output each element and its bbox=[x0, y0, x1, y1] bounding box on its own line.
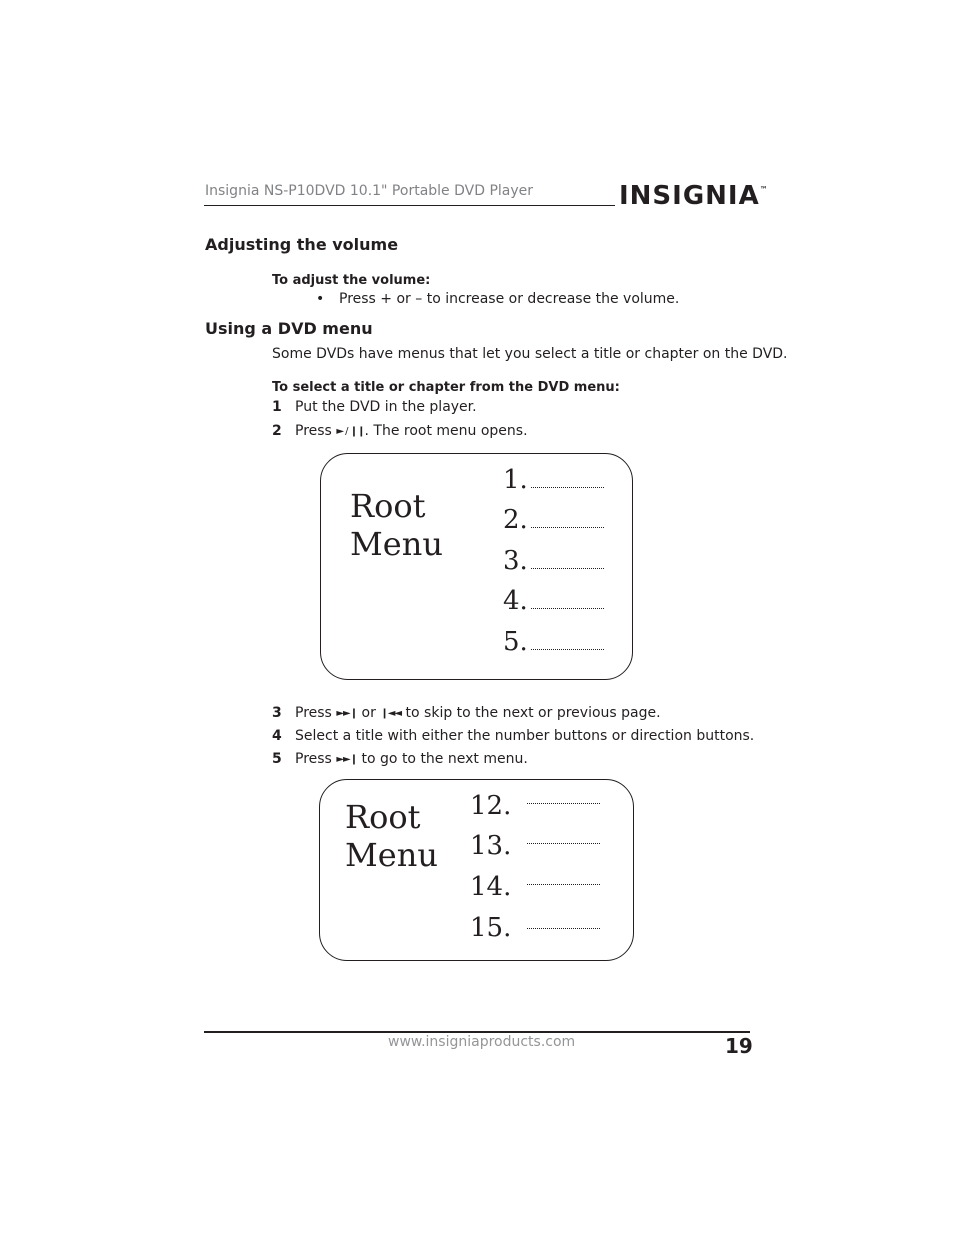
header-rule bbox=[204, 205, 615, 206]
step-3-post: to skip to the next or previous page. bbox=[405, 705, 661, 721]
root-menu-diagram-1 bbox=[320, 453, 633, 680]
step-text-1: Put the DVD in the player. bbox=[295, 399, 477, 415]
root-menu-title-line2: Menu bbox=[350, 525, 443, 563]
footer-rule bbox=[204, 1031, 750, 1033]
step-number-1: 1 bbox=[272, 399, 282, 415]
skip-previous-icon: ❙◄◄ bbox=[380, 708, 402, 719]
procedure-heading-volume: To adjust the volume: bbox=[272, 273, 431, 288]
root-menu-diagram-2 bbox=[319, 779, 634, 961]
menu-item-1-dots bbox=[531, 487, 604, 488]
document-header-title: Insignia NS-P10DVD 10.1" Portable DVD Player bbox=[205, 183, 534, 199]
step-text-2 bbox=[295, 423, 528, 439]
step-text-4: Select a title with either the number buttons or direction buttons. bbox=[295, 728, 755, 744]
menu-item-2: 2. bbox=[503, 505, 528, 535]
page-number: 19 bbox=[725, 1034, 753, 1058]
root-menu-title-1 bbox=[350, 487, 443, 563]
step-5-post: to go to the next menu. bbox=[361, 751, 528, 767]
step-number-5: 5 bbox=[272, 751, 282, 767]
bullet-volume-text: Press + or – to increase or decrease the volume. bbox=[339, 291, 680, 307]
footer-url: www.insigniaproducts.com bbox=[388, 1034, 576, 1050]
menu-item-3: 3. bbox=[503, 546, 528, 576]
menu-item-14: 14. bbox=[470, 872, 512, 902]
menu-item-15-dots bbox=[527, 928, 600, 929]
insignia-logo bbox=[619, 181, 769, 211]
heading-adjusting-volume: Adjusting the volume bbox=[205, 235, 399, 254]
menu-item-5: 5. bbox=[503, 627, 528, 657]
menu-item-15: 15. bbox=[470, 913, 512, 943]
step-3-pre: Press bbox=[295, 705, 332, 721]
menu-item-2-dots bbox=[531, 527, 604, 528]
menu-item-14-dots bbox=[527, 884, 600, 885]
step-2-pre: Press bbox=[295, 423, 332, 439]
root-menu-title-line2: Menu bbox=[345, 836, 438, 874]
step-number-4: 4 bbox=[272, 728, 282, 744]
menu-item-13-dots bbox=[527, 843, 600, 844]
play-pause-icon: ► / ❙❙ bbox=[336, 426, 365, 437]
step-5-pre: Press bbox=[295, 751, 332, 767]
menu-item-5-dots bbox=[531, 649, 604, 650]
root-menu-title-line1: Root bbox=[350, 487, 426, 525]
root-menu-title-2 bbox=[345, 798, 438, 874]
menu-item-1: 1. bbox=[503, 465, 528, 495]
logo-text: INSIGNIA bbox=[619, 181, 760, 211]
step-3-mid: or bbox=[361, 705, 376, 721]
bullet-marker: • bbox=[316, 291, 325, 307]
step-text-3 bbox=[295, 705, 661, 721]
menu-item-13: 13. bbox=[470, 831, 512, 861]
menu-item-4-dots bbox=[531, 608, 604, 609]
step-number-2: 2 bbox=[272, 423, 282, 439]
dvd-menu-intro: Some DVDs have menus that let you select a title or chapter on the DVD. bbox=[272, 346, 788, 362]
heading-using-dvd-menu: Using a DVD menu bbox=[205, 319, 373, 338]
step-text-5 bbox=[295, 751, 528, 767]
step-2-post: . The root menu opens. bbox=[364, 423, 528, 439]
menu-item-3-dots bbox=[531, 568, 604, 569]
step-number-3: 3 bbox=[272, 705, 282, 721]
menu-item-4: 4. bbox=[503, 586, 528, 616]
skip-next-icon: ►►❙ bbox=[336, 754, 358, 765]
trademark-symbol: ™ bbox=[759, 185, 769, 194]
menu-item-12: 12. bbox=[470, 791, 512, 821]
root-menu-title-line1: Root bbox=[345, 798, 421, 836]
skip-next-icon: ►►❙ bbox=[336, 708, 358, 719]
procedure-heading-dvd-menu: To select a title or chapter from the DVD menu: bbox=[272, 380, 620, 395]
menu-item-12-dots bbox=[527, 803, 600, 804]
